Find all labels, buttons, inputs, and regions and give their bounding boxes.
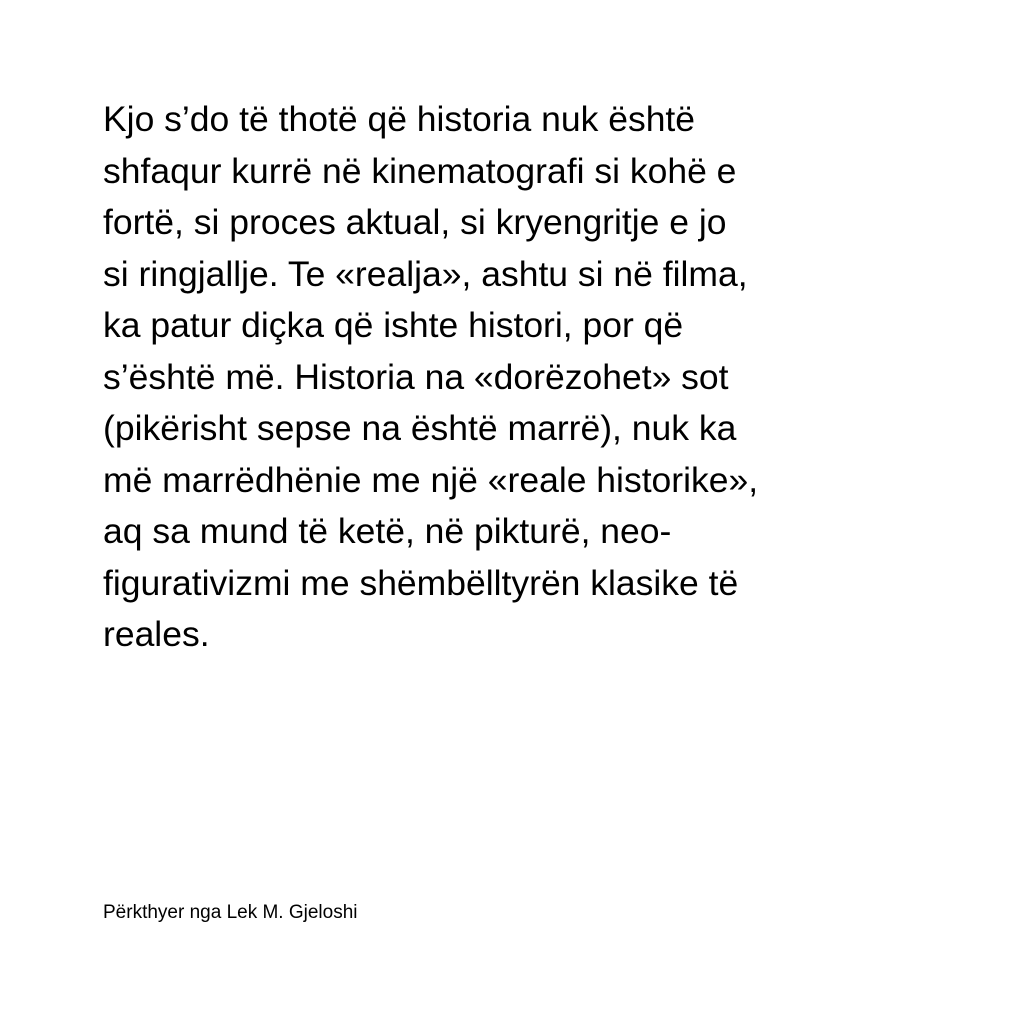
body-paragraph: [103, 94, 923, 661]
paragraph-line: aq sa mund të ketë, në pikturë, neo-: [103, 511, 672, 551]
paragraph-line: (pikërisht sepse na është marrë), nuk ka: [103, 408, 737, 448]
paragraph-line: Kjo s’do të thotë që historia nuk është: [103, 99, 696, 139]
translator-credit: Përkthyer nga Lek M. Gjeloshi: [103, 902, 358, 923]
paragraph-line: shfaqur kurrë në kinematografi si kohë e: [103, 150, 737, 191]
paragraph-line: fortë, si proces aktual, si kryengritje e jo: [103, 202, 727, 242]
paragraph-line: ka patur diçka që ishte histori, por që: [103, 305, 684, 345]
paragraph-line: s’është më. Historia na «dorëzohet» sot: [103, 356, 729, 397]
paragraph-line: reales.: [103, 614, 210, 654]
paragraph-line: më marrëdhënie me një «reale historike»,: [103, 459, 759, 500]
paragraph-line: figurativizmi me shëmbëlltyrën klasike të: [103, 562, 739, 603]
paragraph-line: si ringjallje. Te «realja», ashtu si në filma,: [103, 253, 748, 294]
